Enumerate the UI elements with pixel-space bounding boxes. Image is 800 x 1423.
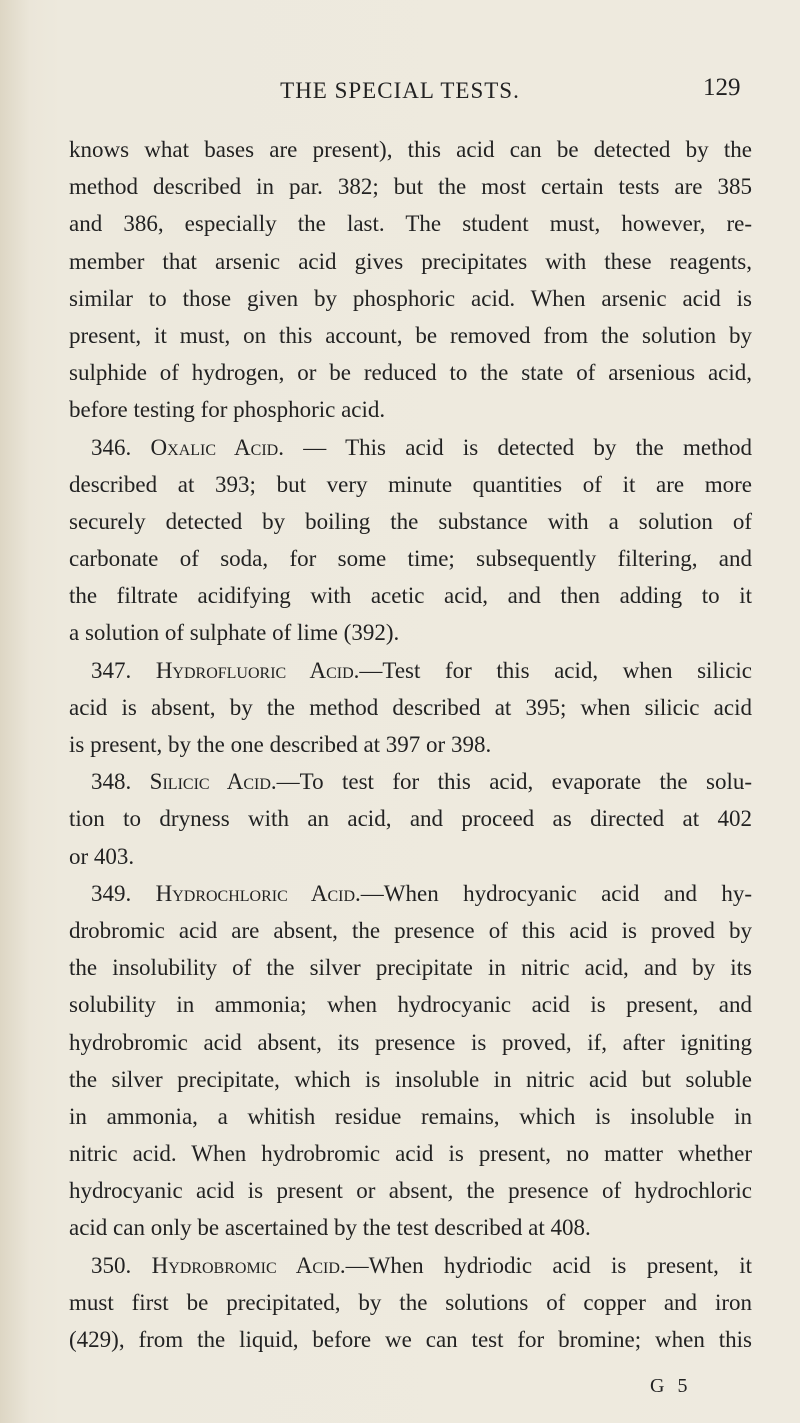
text-line	[69, 131, 752, 168]
text-line	[69, 168, 752, 205]
paragraph-number: 347.	[91, 657, 156, 683]
signature-mark: G 5	[650, 1375, 692, 1397]
line-text: acid is absent, by the method described at 395; when silicic acid	[69, 694, 752, 720]
text-line	[69, 986, 752, 1023]
line-text: a solution of sulphate of lime (392).	[69, 620, 400, 646]
line-text: —When hydriodic acid is present, it	[345, 1252, 753, 1278]
text-line	[69, 1135, 752, 1172]
text-line	[69, 763, 752, 800]
section-heading: Hydrochloric Acid.	[155, 880, 361, 906]
text-line	[69, 540, 752, 577]
line-text: the insolubility of the silver precipitate in nitric acid, and by its	[69, 955, 752, 981]
text-line	[69, 1061, 752, 1098]
text-line	[69, 391, 752, 428]
line-text: is present, by the one described at 397 or 398.	[69, 732, 492, 757]
line-text: before testing for phosphoric acid.	[69, 397, 386, 423]
text-line	[69, 1209, 752, 1246]
text-line	[69, 1024, 752, 1061]
section-heading: Oxalic Acid.	[150, 434, 284, 460]
text-line	[69, 1172, 752, 1209]
text-line	[69, 577, 752, 614]
line-text: solubility in ammonia; when hydrocyanic acid is present, and	[69, 992, 752, 1018]
line-text: drobromic acid are absent, the presence of this acid is proved by	[69, 917, 752, 943]
text-line	[69, 1321, 752, 1358]
text-line	[69, 949, 752, 986]
line-text: hydrobromic acid absent, its presence is proved, if, after igniting	[69, 1029, 752, 1055]
line-text: (429), from the liquid, before we can test for bromine; when this	[69, 1327, 752, 1352]
paragraph-number: 346.	[91, 434, 151, 460]
text-line	[69, 354, 752, 391]
line-text: similar to those given by phosphoric acid. When arsenic acid is	[69, 285, 752, 311]
line-text: member that arsenic acid gives precipitates with these reagents,	[69, 248, 752, 274]
line-text: the filtrate acidifying with acetic acid, and then adding to it	[69, 583, 752, 609]
section-heading: Hydrofluoric Acid.	[155, 657, 360, 683]
text-line	[69, 838, 752, 875]
text-line	[69, 912, 752, 949]
line-text: knows what bases are present), this acid can be detected by the	[69, 137, 752, 162]
line-text: the silver precipitate, which is insoluble in nitric acid but soluble	[69, 1066, 752, 1092]
text-line	[69, 652, 752, 689]
text-line	[69, 280, 752, 317]
running-head: THE SPECIAL TESTS.	[280, 78, 520, 103]
line-text: —When hydrocyanic acid and hy-	[360, 880, 752, 906]
text-line	[69, 429, 752, 466]
line-text: securely detected by boiling the substance with a solution of	[69, 508, 752, 534]
text-line	[69, 726, 752, 763]
section-heading: Silicic Acid.	[149, 769, 277, 795]
text-line	[69, 503, 752, 540]
line-text: tion to dryness with an acid, and proceed as directed at 402	[69, 806, 752, 832]
text-line	[69, 614, 752, 651]
section-heading: Hydrobromic Acid.	[151, 1252, 346, 1278]
text-line	[69, 1098, 752, 1135]
line-text: sulphide of hydrogen, or be reduced to the state of arsenious acid,	[69, 360, 752, 386]
paragraph-number: 348.	[91, 769, 150, 795]
line-text: must first be precipitated, by the solutions of copper and iron	[69, 1289, 752, 1315]
line-text: —Test for this acid, when silicic	[359, 657, 752, 683]
text-line	[69, 317, 752, 354]
page-number: 129	[703, 74, 741, 101]
paragraph-number: 350.	[91, 1252, 152, 1278]
text-line	[69, 243, 752, 280]
text-line	[69, 1284, 752, 1321]
line-text: or 403.	[69, 843, 135, 869]
line-text: carbonate of soda, for some time; subsequently filtering, and	[69, 546, 752, 572]
line-text: in ammonia, a whitish residue remains, which is insoluble in	[69, 1103, 752, 1129]
line-text: nitric acid. When hydrobromic acid is present, no matter whether	[69, 1141, 752, 1167]
paragraph-number: 349.	[91, 880, 156, 906]
line-text: hydrocyanic acid is present or absent, the presence of hydrochloric	[69, 1178, 752, 1204]
text-line	[69, 466, 752, 503]
line-text: method described in par. 382; but the most certain tests are 385	[69, 174, 752, 200]
line-text: present, it must, on this account, be removed from the solution by	[69, 322, 752, 348]
line-text: and 386, especially the last. The student must, however, re-	[69, 211, 752, 237]
text-line	[69, 875, 752, 912]
line-text: acid can only be ascertained by the test described at 408.	[69, 1215, 591, 1241]
text-line	[69, 800, 752, 837]
line-text: —To test for this acid, evaporate the solu-	[276, 769, 752, 795]
text-line	[69, 1247, 752, 1284]
page-body	[69, 131, 752, 1358]
text-line	[69, 689, 752, 726]
line-text: — This acid is detected by the method	[283, 434, 753, 460]
text-line	[69, 205, 752, 242]
line-text: described at 393; but very minute quantities of it are more	[69, 471, 752, 497]
